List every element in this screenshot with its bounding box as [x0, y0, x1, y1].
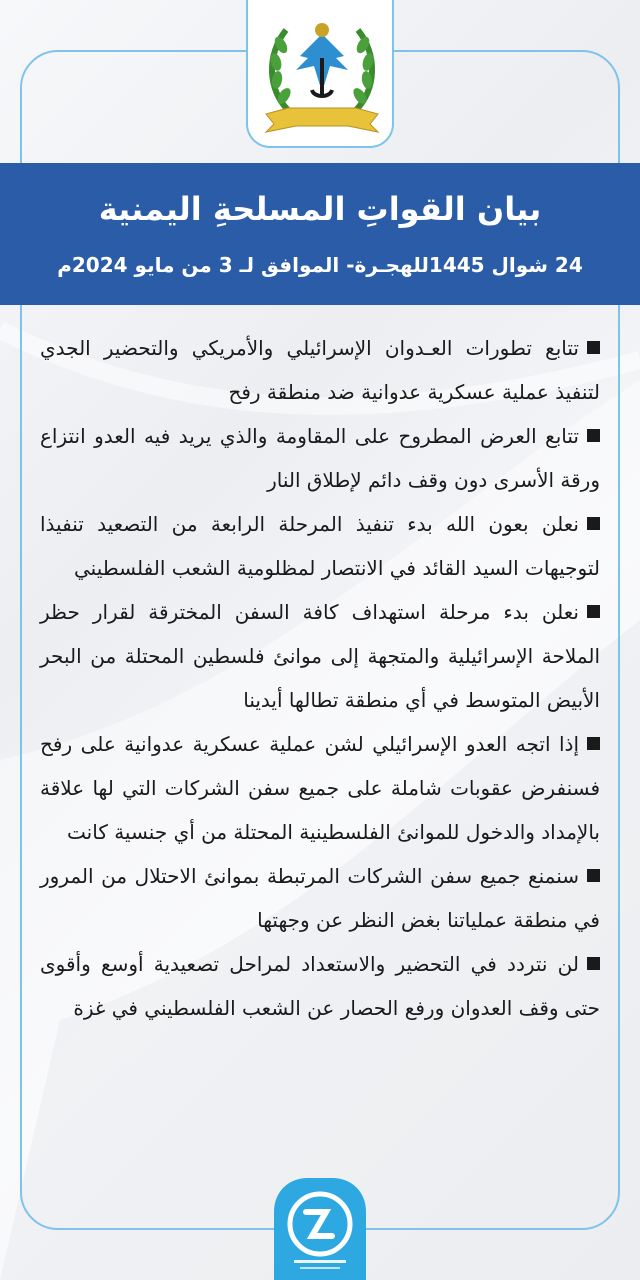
statement-date: 24 شوال 1445للهجـرة- الموافق لـ 3 من مايو 2024م: [57, 253, 583, 277]
statement-item: [40, 502, 600, 590]
foundation-logo-icon: [274, 1178, 366, 1280]
statement-text: سنمنع جميع سفن الشركات المرتبطة بموانئ الاحتلال من المرور في منطقة عملياتنا بغض النظر عن وجهتها: [40, 864, 600, 932]
square-bullet-icon: [587, 429, 600, 442]
square-bullet-icon: [587, 737, 600, 750]
statement-item: [40, 326, 600, 414]
title-banner: [0, 163, 640, 305]
statement-item: [40, 942, 600, 1030]
statement-text: تتابع العرض المطروح على المقاومة والذي يريد فيه العدو انتزاع ورقة الأسرى دون وقف دائم لإطلاق النار: [40, 424, 600, 492]
square-bullet-icon: [587, 869, 600, 882]
square-bullet-icon: [587, 605, 600, 618]
statement-text: نعلن بدء مرحلة استهداف كافة السفن المخترقة لقرار حظر الملاحة الإسرائيلية والمتجهة إلى موانئ فلسطين المحتلة من البحر الأبيض المتوسط في أي منطقة تطالها أيدينا: [40, 600, 600, 712]
statement-item: [40, 414, 600, 502]
statement-text: إذا اتجه العدو الإسرائيلي لشن عملية عسكرية عدوانية على رفح فسنفرض عقوبات شاملة على جميع سفن الشركات التي لها علاقة بالإمداد والدخول للموانئ الفلسطينية المحتلة من أي جنسية كانت: [40, 732, 600, 844]
statement-text: تتابع تطورات العـدوان الإسرائيلي والأمريكي والتحضير الجدي لتنفيذ عملية عسكرية عدوانية ضد منطقة رفح: [40, 336, 600, 404]
statement-title: بيان القواتِ المسلحةِ اليمنية: [98, 190, 542, 228]
statement-text: نعلن بعون الله بدء تنفيذ المرحلة الرابعة من التصعيد تنفيذا لتوجيهات السيد القائد في الانتصار لمظلومية الشعب الفلسطيني: [40, 512, 600, 580]
square-bullet-icon: [587, 957, 600, 970]
statement-item: [40, 854, 600, 942]
statement-text: لن نتردد في التحضير والاستعداد لمراحل تصعيدية أوسع وأقوى حتى وقف العدوان ورفع الحصار عن الشعب الفلسطيني في غزة: [40, 952, 600, 1020]
yemen-armed-forces-emblem-icon: [248, 0, 396, 148]
square-bullet-icon: [587, 341, 600, 354]
statement-item: [40, 590, 600, 722]
square-bullet-icon: [587, 517, 600, 530]
emblem-card: [246, 0, 394, 148]
statement-list: [40, 326, 600, 1030]
statement-item: [40, 722, 600, 854]
